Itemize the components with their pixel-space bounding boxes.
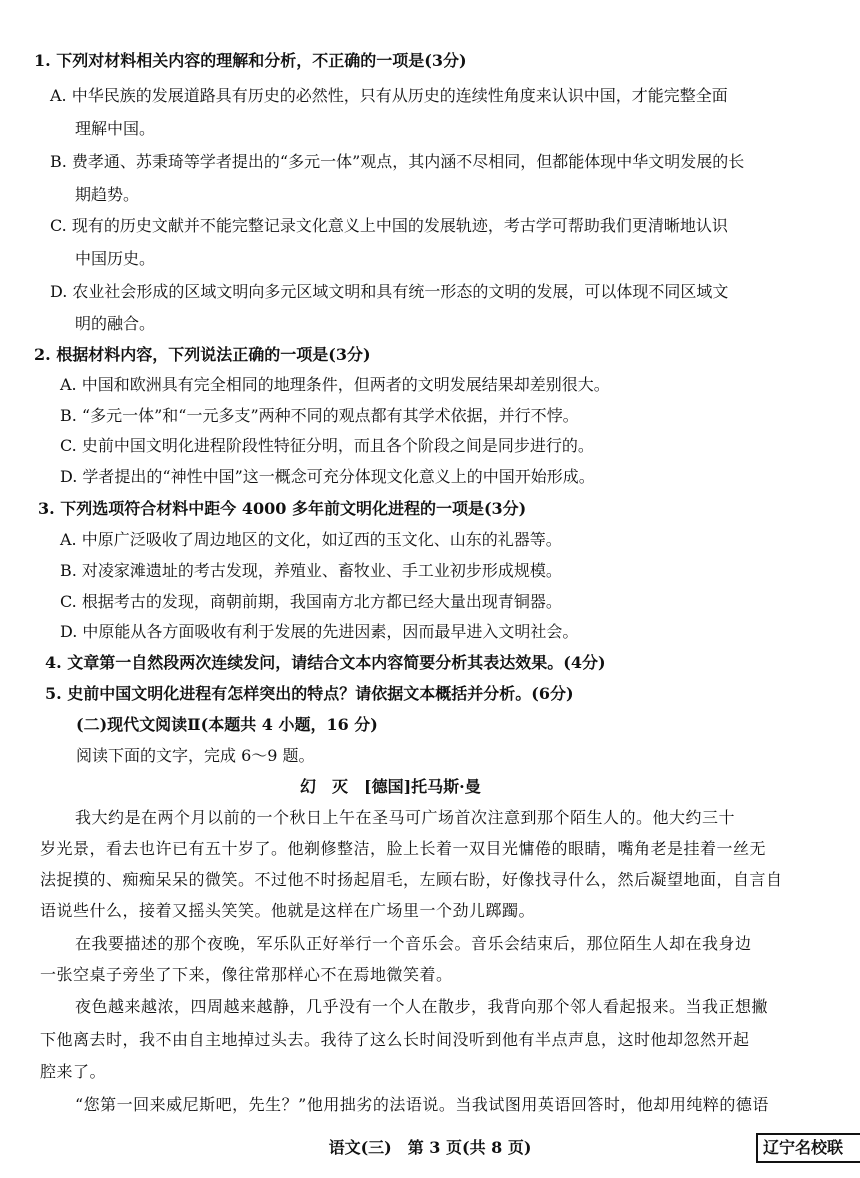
passage-p1-line4: 语说些什么，接着又摇头笑笑。他就是这样在广场里一个劲儿踯躅。: [40, 901, 536, 920]
q1-option-c-line2: 中国历史。: [75, 249, 156, 268]
q1-option-c-line1: C. 现有的历史文献并不能完整记录文化意义上中国的发展轨迹，考古学可帮助我们更清晰地认识: [50, 216, 728, 235]
q3-option-a: A. 中原广泛吸收了周边地区的文化，如辽西的玉文化、山东的礼器等。: [60, 530, 562, 549]
passage-title: 幻 灭 [德国]托马斯·曼: [300, 777, 481, 796]
passage-p2-line2: 一张空桌子旁坐了下来，像往常那样心不在焉地微笑着。: [40, 965, 453, 984]
section-heading: (二)现代文阅读Ⅱ(本题共 4 小题，16 分): [76, 715, 378, 734]
passage-p1-line2: 岁光景，看去也许已有五十岁了。他剃修整洁，脸上长着一双目光慵倦的眼睛，嘴角老是挂着一丝无: [40, 839, 767, 858]
school-stamp: 辽宁名校联: [756, 1133, 860, 1163]
passage-p1-line1: 我大约是在两个月以前的一个秋日上午在圣马可广场首次注意到那个陌生人的。他大约三十: [75, 808, 736, 827]
q2-option-b: B. “多元一体”和“一元多支”两种不同的观点都有其学术依据，并行不悖。: [60, 406, 579, 425]
page-footer: 语文(三) 第 3 页(共 8 页): [328, 1138, 532, 1157]
q2-option-a: A. 中国和欧洲具有完全相同的地理条件，但两者的文明发展结果却差别很大。: [60, 375, 610, 394]
reading-instruction: 阅读下面的文字，完成 6～9 题。: [76, 746, 315, 765]
q1-option-a-line1: A. 中华民族的发展道路具有历史的必然性，只有从历史的连续性角度来认识中国，才能完整全面: [50, 86, 728, 105]
q1-option-a-line2: 理解中国。: [75, 119, 156, 138]
passage-p1-line3: 法捉摸的、痴痴呆呆的微笑。不过他不时扬起眉毛，左顾右盼，好像找寻什么，然后凝望地面，自言自: [40, 870, 783, 889]
passage-p3-line1: 夜色越来越浓，四周越来越静，几乎没有一个人在散步，我背向那个邻人看起报来。当我正想撇: [75, 997, 769, 1016]
q1-option-d-line1: D. 农业社会形成的区域文明向多元区域文明和具有统一形态的文明的发展，可以体现不同区域文: [50, 282, 729, 301]
question-2: 2. 根据材料内容，下列说法正确的一项是(3分): [34, 345, 371, 364]
question-3: 3. 下列选项符合材料中距今 4000 多年前文明化进程的一项是(3分): [38, 499, 527, 518]
passage-p2-line1: 在我要描述的那个夜晚，军乐队正好举行一个音乐会。音乐会结束后，那位陌生人却在我身边: [75, 934, 752, 953]
passage-p4-line1: “您第一回来威尼斯吧，先生？”他用拙劣的法语说。当我试图用英语回答时，他却用纯粹的德语: [75, 1095, 769, 1114]
question-1: 1. 下列对材料相关内容的理解和分析，不正确的一项是(3分): [34, 51, 467, 70]
q2-option-c: C. 史前中国文明化进程阶段性特征分明，而且各个阶段之间是同步进行的。: [60, 436, 594, 455]
question-5: 5. 史前中国文明化进程有怎样突出的特点？请依据文本概括并分析。(6分): [45, 684, 574, 703]
question-4: 4. 文章第一自然段两次连续发问，请结合文本内容简要分析其表达效果。(4分): [45, 653, 606, 672]
q1-option-d-line2: 明的融合。: [75, 314, 156, 333]
q3-option-d: D. 中原能从各方面吸收有利于发展的先进因素，因而最早进入文明社会。: [60, 622, 579, 641]
q3-option-b: B. 对凌家滩遗址的考古发现，养殖业、畜牧业、手工业初步形成规模。: [60, 561, 562, 580]
passage-p3-line2: 下他离去时，我不由自主地掉过头去。我待了这么长时间没听到他有半点声息，这时他却忽然开起: [40, 1030, 750, 1049]
q1-option-b-line1: B. 费孝通、苏秉琦等学者提出的“多元一体”观点，其内涵不尽相同，但都能体现中华文明发展的长: [50, 152, 745, 171]
passage-p3-line3: 腔来了。: [40, 1062, 107, 1081]
q1-option-b-line2: 期趋势。: [75, 185, 140, 204]
q3-option-c: C. 根据考古的发现，商朝前期，我国南方北方都已经大量出现青铜器。: [60, 592, 562, 611]
q2-option-d: D. 学者提出的“神性中国”这一概念可充分体现文化意义上的中国开始形成。: [60, 467, 595, 486]
